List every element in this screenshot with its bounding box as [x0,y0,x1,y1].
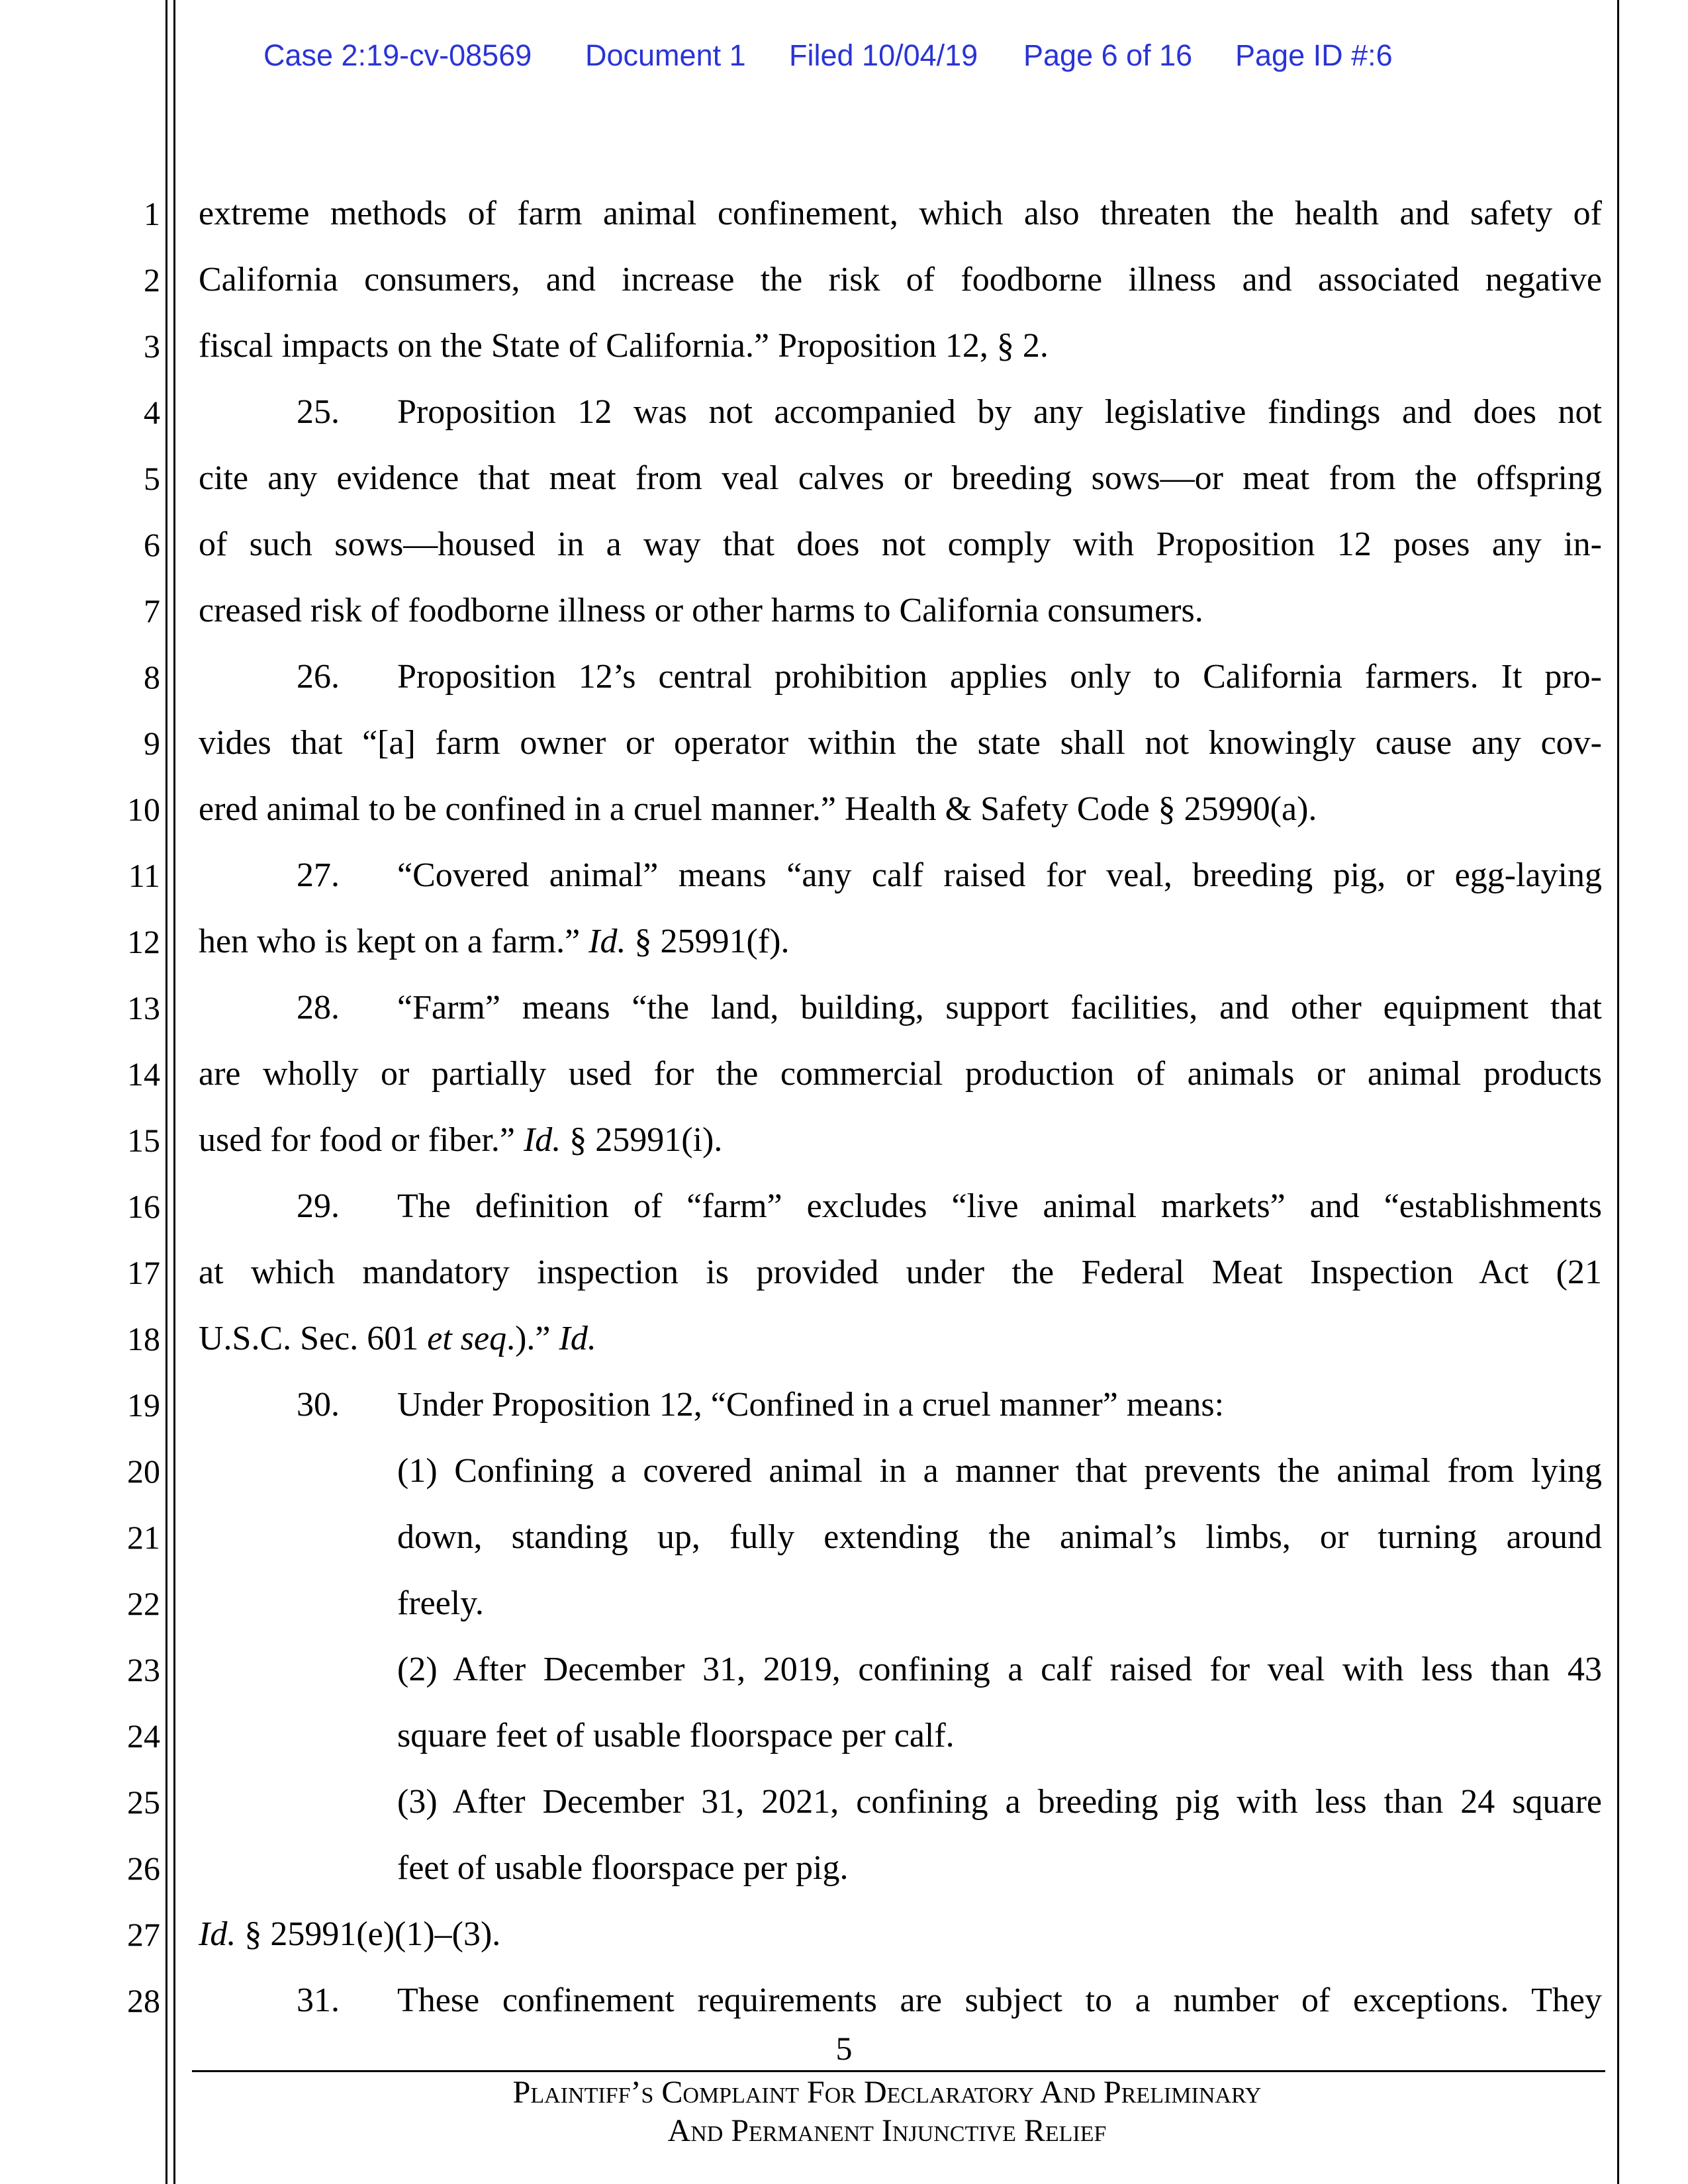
line-number: 7 [144,592,160,629]
text-line: “Covered animal” means “any calf raised for veal, breeding pig, or egg-laying [397,856,1602,894]
text-line: are wholly or partially used for the commercial production of animals or animal products [199,1055,1602,1093]
text-run: used for food or fiber.” [199,1121,524,1159]
header-page-of: Page 6 of 16 [1023,38,1193,72]
text-line: “Farm” means “the land, building, support facilities, and other equipment that [397,989,1602,1026]
header-page-id: Page ID #:6 [1235,38,1393,72]
citation-italic: Id. [199,1915,236,1953]
text-line [199,1915,500,1954]
text-line: ered animal to be confined in a cruel manner.” Health & Safety Code § 25990(a). [199,790,1317,828]
line-number: 20 [127,1453,160,1490]
text-line: extreme methods of farm animal confinement, which also threaten the health and safety of [199,195,1602,232]
footer-title-line-2: And Permanent Injunctive Relief [667,2113,1107,2148]
text-run: § 25991(e)(1)–(3). [236,1915,501,1953]
text-line: Proposition 12’s central prohibition applies only to California farmers. It pro- [397,658,1602,696]
line-number: 8 [144,659,160,696]
line-number: 19 [127,1387,160,1424]
line-number: 21 [127,1519,160,1556]
line-number: 26 [127,1850,160,1887]
left-margin-rule-outer [165,0,167,2184]
line-number: 9 [144,725,160,762]
left-margin-rule-inner [173,0,175,2184]
line-number: 25 [127,1784,160,1821]
page-number: 5 [835,2030,853,2067]
ecf-header [0,38,1688,78]
line-number: 22 [127,1585,160,1622]
citation-italic: et seq [427,1320,507,1357]
citation-italic: Id. [588,923,626,960]
line-number: 3 [144,328,160,365]
text-line: Proposition 12 was not accompanied by any legislative findings and does not [397,393,1602,431]
line-number: 1 [144,195,160,232]
paragraph-number: 28. [297,989,340,1026]
block-quote-line: freely. [397,1584,484,1622]
text-line: at which mandatory inspection is provided under the Federal Meat Inspection Act (21 [199,1253,1602,1291]
footer-rule [192,2070,1605,2072]
line-number: 16 [127,1188,160,1225]
paragraph-number: 29. [297,1187,340,1225]
paragraph-number: 27. [297,856,340,894]
line-number: 28 [127,1982,160,2019]
text-run: .).” [506,1320,559,1357]
header-document: Document 1 [585,38,746,72]
line-number: 14 [127,1056,160,1093]
text-line: These confinement requirements are subject to a number of exceptions. They [397,1981,1602,2019]
paragraph-number: 30. [297,1386,340,1424]
header-filed-date: Filed 10/04/19 [789,38,978,72]
block-quote-line: (1) Confining a covered animal in a manner that prevents the animal from lying [397,1452,1602,1490]
text-line: fiscal impacts on the State of California.” Proposition 12, § 2. [199,327,1049,365]
line-number: 17 [127,1254,160,1291]
text-line: vides that “[a] farm owner or operator within the state shall not knowingly cause any cov- [199,724,1602,762]
paragraph-number: 31. [297,1981,340,2019]
line-number: 13 [127,989,160,1026]
text-run: hen who is kept on a farm.” [199,923,589,960]
block-quote-line: (2) After December 31, 2019, confining a calf raised for veal with less than 43 [397,1651,1602,1688]
block-quote-line: feet of usable floorspace per pig. [397,1849,849,1887]
text-line: creased risk of foodborne illness or other harms to California consumers. [199,592,1203,629]
text-run: § 25991(i). [561,1121,723,1159]
paragraph-number: 26. [297,658,340,696]
line-number: 15 [127,1122,160,1159]
footer-title-line-1: Plaintiff’s Complaint For Declaratory And Preliminary [512,2075,1262,2110]
paragraph-number: 25. [297,393,340,431]
block-quote-line: down, standing up, fully extending the animal’s limbs, or turning around [397,1518,1602,1556]
block-quote-line: (3) After December 31, 2021, confining a breeding pig with less than 24 square [397,1783,1602,1821]
line-number: 24 [127,1717,160,1754]
line-number: 23 [127,1651,160,1688]
text-line: Under Proposition 12, “Confined in a cruel manner” means: [397,1386,1225,1424]
text-line [199,922,789,962]
line-number: 18 [127,1320,160,1357]
line-number: 10 [127,791,160,828]
header-case-number: Case 2:19-cv-08569 [263,38,532,72]
text-line: of such sows—housed in a way that does not comply with Proposition 12 poses any in- [199,525,1602,563]
text-line: The definition of “farm” excludes “live animal markets” and “establishments [397,1187,1602,1225]
text-line [199,1319,596,1359]
line-number: 27 [127,1916,160,1953]
text-run: § 25991(f). [626,923,790,960]
line-number: 6 [144,526,160,563]
right-margin-rule [1617,0,1619,2184]
line-number: 2 [144,261,160,298]
block-quote-line: square feet of usable floorspace per calf. [397,1717,955,1754]
text-run: U.S.C. Sec. 601 [199,1320,428,1357]
text-line: California consumers, and increase the risk of foodborne illness and associated negative [199,261,1602,298]
citation-italic: Id. [559,1320,596,1357]
line-number: 12 [127,923,160,960]
citation-italic: Id. [523,1121,561,1159]
text-line: cite any evidence that meat from veal calves or breeding sows—or meat from the offspring [199,459,1602,497]
line-number: 11 [128,857,160,894]
line-number: 5 [144,460,160,497]
line-number: 4 [144,394,160,431]
text-line [199,1120,722,1160]
